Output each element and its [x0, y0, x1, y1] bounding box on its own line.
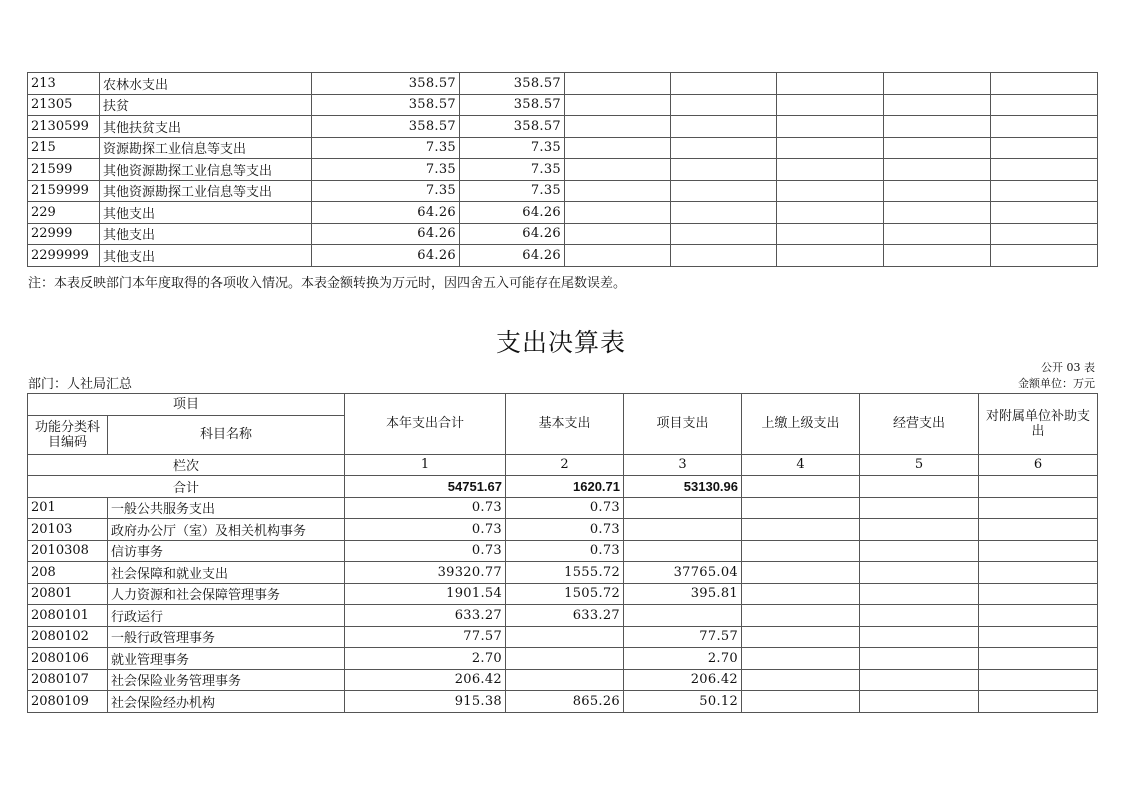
row-code: 208 [28, 562, 108, 584]
empty-cell [565, 116, 671, 138]
empty-cell [991, 137, 1098, 159]
total-amount: 54751.67 [345, 476, 506, 498]
total-row [28, 476, 1098, 498]
empty-cell [979, 691, 1098, 713]
row-name: 其他扶贫支出 [100, 116, 312, 138]
empty-cell [979, 626, 1098, 648]
row-name: 其他资源勘探工业信息等支出 [100, 159, 312, 181]
row-value-total: 358.57 [312, 73, 460, 95]
column-index-6: 6 [979, 454, 1098, 476]
empty-cell [565, 202, 671, 224]
row-value-total: 0.73 [345, 540, 506, 562]
row-value-project [624, 605, 742, 627]
row-code: 229 [28, 202, 100, 224]
total-subsidy [979, 476, 1098, 498]
empty-cell [860, 669, 979, 691]
row-value-total: 2.70 [345, 648, 506, 670]
row-code: 21305 [28, 94, 100, 116]
row-code: 2080109 [28, 691, 108, 713]
empty-cell [671, 245, 777, 267]
empty-cell [991, 202, 1098, 224]
row-value-total: 7.35 [312, 137, 460, 159]
empty-cell [671, 116, 777, 138]
empty-cell [742, 648, 860, 670]
row-value-basic: 1555.72 [506, 562, 624, 584]
row-value-project: 206.42 [624, 669, 742, 691]
empty-cell [671, 73, 777, 95]
row-code: 2130599 [28, 116, 100, 138]
table-row [28, 73, 1098, 95]
empty-cell [979, 669, 1098, 691]
row-code: 2010308 [28, 540, 108, 562]
empty-cell [979, 583, 1098, 605]
row-value-total: 358.57 [312, 94, 460, 116]
row-value-total: 633.27 [345, 605, 506, 627]
empty-cell [742, 583, 860, 605]
empty-cell [979, 519, 1098, 541]
row-value-basic: 865.26 [506, 691, 624, 713]
empty-cell [777, 180, 884, 202]
header-row [28, 394, 1098, 416]
row-name: 社会保险业务管理事务 [108, 669, 345, 691]
empty-cell [565, 223, 671, 245]
row-value-basic: 7.35 [460, 180, 565, 202]
table-row [28, 540, 1098, 562]
row-value-total: 0.73 [345, 497, 506, 519]
row-value-basic: 1505.72 [506, 583, 624, 605]
row-value-total: 77.57 [345, 626, 506, 648]
header-project: 项目支出 [624, 394, 742, 455]
row-value-total: 64.26 [312, 223, 460, 245]
table-row [28, 202, 1098, 224]
column-index-4: 4 [742, 454, 860, 476]
table-row [28, 562, 1098, 584]
row-value-basic: 633.27 [506, 605, 624, 627]
amount-unit: 金额单位：万元 [1018, 377, 1095, 390]
table-row [28, 691, 1098, 713]
empty-cell [742, 519, 860, 541]
table-note: 注：本表反映部门本年度取得的各项收入情况。本表金额转换为万元时，因四舍五入可能存在尾数误差。 [28, 276, 627, 291]
empty-cell [671, 202, 777, 224]
empty-cell [565, 159, 671, 181]
row-value-total: 1901.54 [345, 583, 506, 605]
column-index-3: 3 [624, 454, 742, 476]
empty-cell [777, 223, 884, 245]
empty-cell [979, 605, 1098, 627]
empty-cell [671, 137, 777, 159]
row-value-basic: 7.35 [460, 159, 565, 181]
row-code: 2080107 [28, 669, 108, 691]
header-subject-name: 科目名称 [108, 415, 345, 454]
table-row [28, 137, 1098, 159]
column-index-label: 栏次 [28, 454, 345, 476]
row-value-total: 915.38 [345, 691, 506, 713]
row-value-basic [506, 648, 624, 670]
column-index-2: 2 [506, 454, 624, 476]
row-value-basic: 358.57 [460, 73, 565, 95]
table-row [28, 626, 1098, 648]
row-code: 2080106 [28, 648, 108, 670]
row-name: 一般公共服务支出 [108, 497, 345, 519]
row-name: 农林水支出 [100, 73, 312, 95]
row-name: 其他支出 [100, 223, 312, 245]
row-name: 社会保障和就业支出 [108, 562, 345, 584]
header-func-code: 功能分类科目编码 [28, 415, 108, 454]
row-value-basic: 358.57 [460, 116, 565, 138]
empty-cell [884, 202, 991, 224]
header-subsidy: 对附属单位补助支出 [979, 394, 1098, 455]
row-value-total: 64.26 [312, 202, 460, 224]
row-value-basic: 358.57 [460, 94, 565, 116]
row-value-project [624, 519, 742, 541]
row-code: 213 [28, 73, 100, 95]
empty-cell [860, 626, 979, 648]
row-name: 信访事务 [108, 540, 345, 562]
table-row [28, 180, 1098, 202]
empty-cell [777, 245, 884, 267]
row-value-total: 39320.77 [345, 562, 506, 584]
row-name: 政府办公厅（室）及相关机构事务 [108, 519, 345, 541]
empty-cell [777, 202, 884, 224]
row-value-total: 7.35 [312, 159, 460, 181]
empty-cell [884, 223, 991, 245]
department-label: 部门：人社局汇总 [28, 377, 133, 392]
row-value-basic: 0.73 [506, 497, 624, 519]
row-value-total: 7.35 [312, 180, 460, 202]
row-code: 2159999 [28, 180, 100, 202]
empty-cell [742, 669, 860, 691]
empty-cell [991, 73, 1098, 95]
row-name: 社会保险经办机构 [108, 691, 345, 713]
total-basic: 1620.71 [506, 476, 624, 498]
empty-cell [884, 137, 991, 159]
empty-cell [671, 159, 777, 181]
page-title: 支出决算表 [495, 328, 626, 357]
row-code: 20103 [28, 519, 108, 541]
empty-cell [742, 605, 860, 627]
empty-cell [742, 691, 860, 713]
income-table-continued [27, 72, 1098, 267]
total-label: 合计 [28, 476, 345, 498]
row-value-project [624, 540, 742, 562]
table-row [28, 605, 1098, 627]
expenditure-table [27, 393, 1098, 713]
header-business: 经营支出 [860, 394, 979, 455]
total-project: 53130.96 [624, 476, 742, 498]
row-code: 215 [28, 137, 100, 159]
total-business [860, 476, 979, 498]
row-value-basic: 7.35 [460, 137, 565, 159]
empty-cell [565, 94, 671, 116]
row-value-basic: 64.26 [460, 202, 565, 224]
empty-cell [979, 540, 1098, 562]
table-row [28, 94, 1098, 116]
empty-cell [860, 583, 979, 605]
empty-cell [565, 180, 671, 202]
row-value-total: 358.57 [312, 116, 460, 138]
empty-cell [991, 94, 1098, 116]
empty-cell [777, 116, 884, 138]
row-name: 人力资源和社会保障管理事务 [108, 583, 345, 605]
empty-cell [565, 245, 671, 267]
row-name: 行政运行 [108, 605, 345, 627]
total-upper [742, 476, 860, 498]
row-value-project: 77.57 [624, 626, 742, 648]
row-name: 资源勘探工业信息等支出 [100, 137, 312, 159]
row-value-project: 37765.04 [624, 562, 742, 584]
header-total: 本年支出合计 [345, 394, 506, 455]
empty-cell [860, 605, 979, 627]
empty-cell [742, 626, 860, 648]
row-code: 201 [28, 497, 108, 519]
empty-cell [671, 180, 777, 202]
empty-cell [860, 562, 979, 584]
empty-cell [860, 497, 979, 519]
row-code: 21599 [28, 159, 100, 181]
empty-cell [860, 648, 979, 670]
empty-cell [742, 497, 860, 519]
column-index-5: 5 [860, 454, 979, 476]
row-name: 一般行政管理事务 [108, 626, 345, 648]
row-code: 2080102 [28, 626, 108, 648]
empty-cell [884, 180, 991, 202]
header-upper: 上缴上级支出 [742, 394, 860, 455]
row-value-total: 0.73 [345, 519, 506, 541]
empty-cell [991, 159, 1098, 181]
row-value-project [624, 497, 742, 519]
table-row [28, 519, 1098, 541]
row-value-basic: 64.26 [460, 223, 565, 245]
header-item: 项目 [28, 394, 345, 416]
row-code: 2080101 [28, 605, 108, 627]
table-row [28, 245, 1098, 267]
empty-cell [565, 137, 671, 159]
table-row [28, 669, 1098, 691]
header-basic: 基本支出 [506, 394, 624, 455]
row-value-basic: 64.26 [460, 245, 565, 267]
table-row [28, 116, 1098, 138]
empty-cell [979, 497, 1098, 519]
row-value-basic: 0.73 [506, 519, 624, 541]
empty-cell [671, 94, 777, 116]
empty-cell [742, 562, 860, 584]
row-value-project: 395.81 [624, 583, 742, 605]
row-name: 就业管理事务 [108, 648, 345, 670]
empty-cell [671, 223, 777, 245]
row-value-project: 2.70 [624, 648, 742, 670]
row-value-total: 206.42 [345, 669, 506, 691]
empty-cell [777, 73, 884, 95]
empty-cell [979, 648, 1098, 670]
form-code: 公开 03 表 [1041, 361, 1095, 374]
empty-cell [777, 137, 884, 159]
row-name: 其他支出 [100, 245, 312, 267]
row-value-basic: 0.73 [506, 540, 624, 562]
column-index-1: 1 [345, 454, 506, 476]
table-row [28, 223, 1098, 245]
empty-cell [777, 94, 884, 116]
empty-cell [991, 223, 1098, 245]
row-value-total: 64.26 [312, 245, 460, 267]
empty-cell [884, 245, 991, 267]
row-code: 22999 [28, 223, 100, 245]
empty-cell [860, 519, 979, 541]
table-row [28, 497, 1098, 519]
empty-cell [884, 159, 991, 181]
row-code: 2299999 [28, 245, 100, 267]
row-value-project: 50.12 [624, 691, 742, 713]
empty-cell [991, 245, 1098, 267]
row-value-basic [506, 669, 624, 691]
empty-cell [979, 562, 1098, 584]
empty-cell [742, 540, 860, 562]
empty-cell [777, 159, 884, 181]
row-name: 扶贫 [100, 94, 312, 116]
empty-cell [884, 116, 991, 138]
empty-cell [884, 73, 991, 95]
row-name: 其他资源勘探工业信息等支出 [100, 180, 312, 202]
empty-cell [991, 116, 1098, 138]
empty-cell [860, 691, 979, 713]
empty-cell [860, 540, 979, 562]
empty-cell [565, 73, 671, 95]
empty-cell [991, 180, 1098, 202]
row-name: 其他支出 [100, 202, 312, 224]
row-value-basic [506, 626, 624, 648]
empty-cell [884, 94, 991, 116]
table-row [28, 159, 1098, 181]
table-row [28, 648, 1098, 670]
table-row [28, 583, 1098, 605]
column-index-row [28, 454, 1098, 476]
row-code: 20801 [28, 583, 108, 605]
